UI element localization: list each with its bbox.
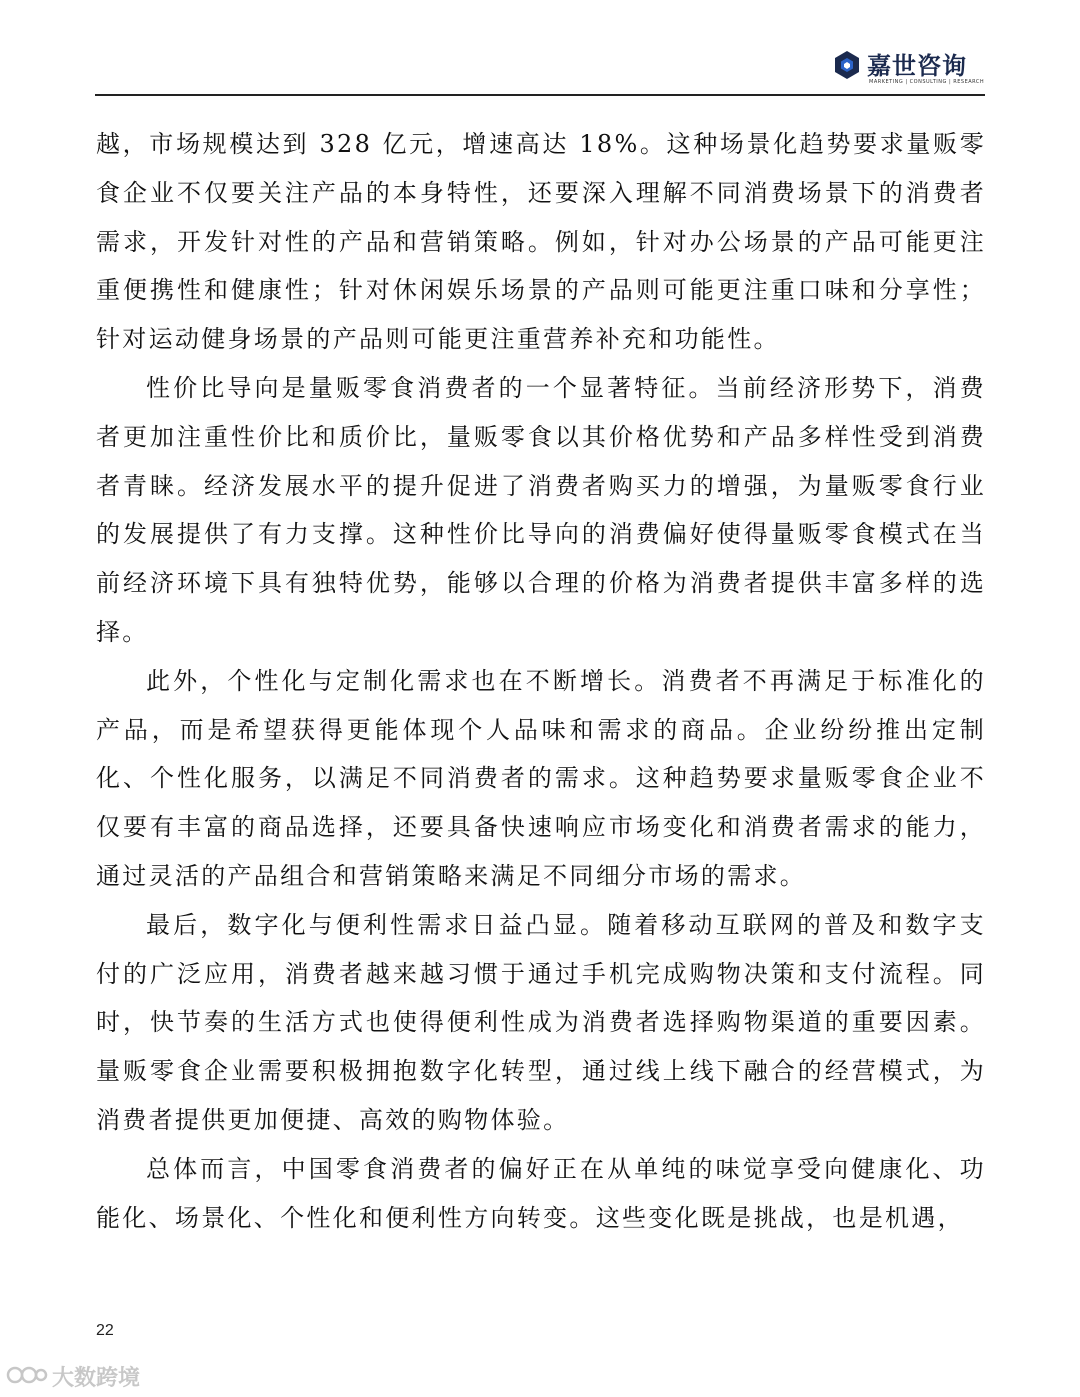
logo-tagline: MARKETING | CONSULTING | RESEARCH [869,79,985,85]
paragraph-5: 总体而言，中国零食消费者的偏好正在从单纯的味觉享受向健康化、功能化、场景化、个性化和便利性方向转变。这些变化既是挑战，也是机遇， [96,1154,986,1232]
logo-mark-icon [833,50,861,80]
paragraph-4: 最后，数字化与便利性需求日益凸显。随着移动互联网的普及和数字支付的广泛应用，消费者越来越习惯于通过手机完成购物决策和支付流程。同时，快节奏的生活方式也使得便利性成为消费者选择购物渠道的重要因素。量贩零食企业需要积极拥抱数字化转型，通过线上线下融合的经营模式，为消费者提供更加便捷、高效的购物体验。 [96,910,986,1134]
body-text [96,120,986,1242]
paragraph-3: 此外，个性化与定制化需求也在不断增长。消费者不再满足于标准化的产品，而是希望获得更能体现个人品味和需求的商品。企业纷纷推出定制化、个性化服务，以满足不同消费者的需求。这种趋势要求量贩零食企业不仅要有丰富的商品选择，还要具备快速响应市场变化和消费者需求的能力，通过灵活的产品组合和营销策略来满足不同细分市场的需求。 [96,666,986,890]
page-header [95,40,985,96]
company-logo [833,46,983,88]
page-number: 22 [96,1322,114,1339]
header-divider [95,94,985,96]
watermark-text: 大数跨境 [52,1366,141,1391]
watermark-logo-icon [6,1362,48,1388]
paragraph-2: 性价比导向是量贩零食消费者的一个显著特征。当前经济形势下，消费者更加注重性价比和质价比，量贩零食以其价格优势和产品多样性受到消费者青睐。经济发展水平的提升促进了消费者购买力的增强，为量贩零食行业的发展提供了有力支撑。这种性价比导向的消费偏好使得量贩零食模式在当前经济环境下具有独特优势，能够以合理的价格为消费者提供丰富多样的选择。 [96,373,986,646]
logo-name: 嘉世咨询 [867,52,967,80]
paragraph-1: 越，市场规模达到 328 亿元，增速高达 18%。这种场景化趋势要求量贩零食企业不仅要关注产品的本身特性，还要深入理解不同消费场景下的消费者需求，开发针对性的产品和营销策略。例如，针对办公场景的产品可能更注重便携性和健康性；针对休闲娱乐场景的产品则可能更注重口味和分享性；针对运动健身场景的产品则可能更注重营养补充和功能性。 [96,130,986,354]
watermark [6,1360,156,1390]
